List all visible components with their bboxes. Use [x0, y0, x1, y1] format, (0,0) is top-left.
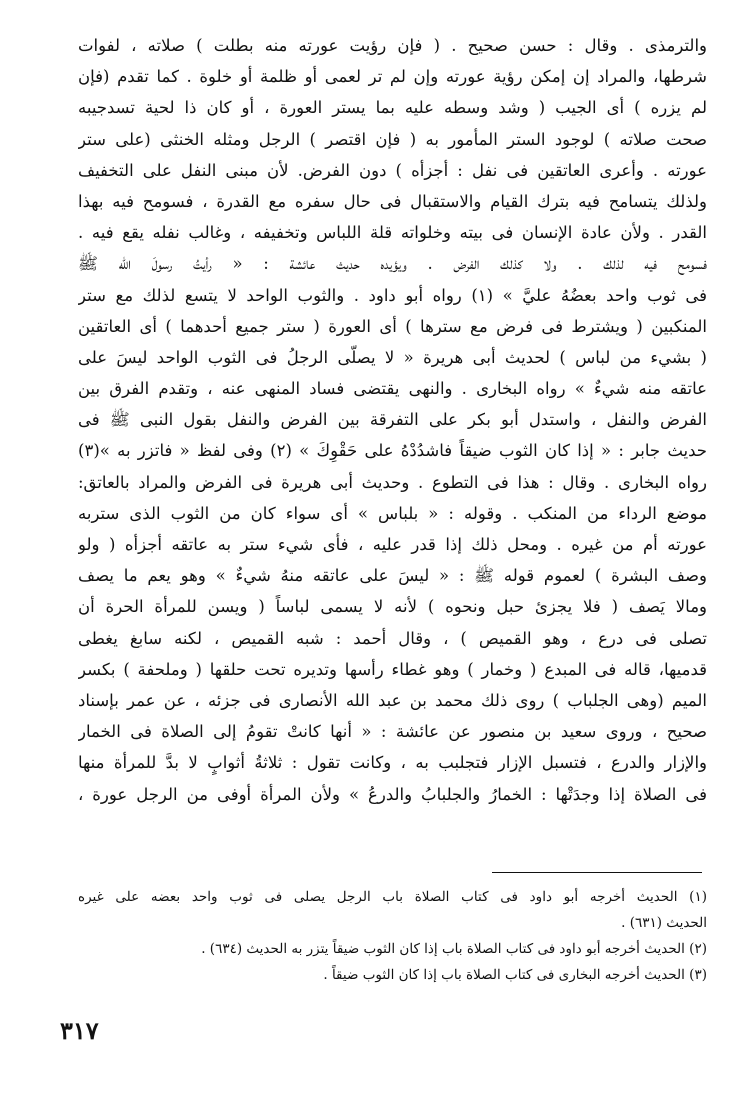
text-line: صحيح ، وروى سعيد بن منصور عن عائشة : « أنها كانتْ تقومُ إلى الصلاة فى الخمار — [78, 722, 707, 742]
text-line: قدميها، قاله فى المبدع ( وخمار ) وهو غطاء رأسها وتديره تحت حلقها ( وملحفة ) بكسر — [78, 659, 707, 679]
text-line: ولذلك يتسامح فيه بترك القيام والاستقبال فى حال سفره مع القدرة ، فسومح فيه بهذا — [78, 191, 707, 211]
text-line: حديث جابر : « إذا كان الثوب ضيقاً فاشدُدْهُ على حَقْوِكَ » (٢) وفى لفظ « فاتزر به »(٣) — [78, 441, 707, 461]
text-line: عاتقه منه شيءٌ » رواه البخارى . والنهى يقتضى فساد المنهى عنه ، وتقدم الفرق بين — [78, 379, 707, 399]
text-line: ومالا يَصف ( فلا يجزئ حبل ونحوه ) لأنه لا يسمى لباساً ( ويسن للمرأة الحرة أن — [78, 597, 707, 617]
page-number: ٣١٧ — [60, 1016, 99, 1045]
footnote-1: (١) الحديث أخرجه أبو داود فى كتاب الصلاة باب الرجل يصلى فى ثوب واحد بعضه على غيره — [78, 889, 707, 905]
text-line: الفرض والنفل ، واستدل أبو بكر على التفرقة بين الفرض والنفل بقول النبى ﷺ فى — [78, 410, 707, 430]
text-line: موضع الرداء من المنكب . وقوله : « بلباس » أى سواء كان من الثوب الذى ستربه — [78, 503, 707, 523]
footnotes — [78, 884, 707, 988]
text-line: فى الصلاة إذا وجدَتْها : الخمارُ والجلبابُ والدرعُ » ولأن المرأة أوفى من الرجل عورة ، — [78, 784, 707, 804]
text-line: والترمذى . وقال : حسن صحيح . ( فإن رؤيت عورته منه بطلت ) صلاته ، لفوات — [78, 36, 707, 55]
text-line: رواه البخارى . وقال : هذا فى التطوع . وحديث أبى هريرة فى الفرض والمراد بالعاتق: — [78, 472, 707, 492]
text-line: القدر . ولأن عادة الإنسان فى بيته وخلواته قلة اللباس وتخفيفه ، وغالب نفله يقع فيه . — [78, 223, 707, 243]
text-line: شرطها، والمراد إن إمكن رؤية عورته وإن لم تر لعمى أو ظلمة أو خلوة . كما تقدم (فإن — [78, 67, 707, 87]
text-line: والإزار والدرع ، فتسبل الإزار فتجلبب به ، وكانت تقول : ثلاثةُ أثوابٍ لا بدَّ للمرأة منها — [78, 753, 707, 773]
footnote-3: (٣) الحديث أخرجه البخارى فى كتاب الصلاة باب إذا كان الثوب ضيقاً . — [323, 967, 707, 983]
main-text — [78, 30, 707, 810]
text-line: عورته . وأعرى العاتقين فى نفل : أجزأه ) دون الفرض. لأن مبنى النفل على التخفيف — [78, 160, 707, 180]
text-line: الميم (وهى الجلباب ) روى ذلك محمد بن عبد الله الأنصارى فى جزئه ، عن عمر بإسناد — [78, 690, 707, 710]
footnote-divider — [492, 872, 702, 873]
text-line: وصف البشرة ) لعموم قوله ﷺ : « ليسَ على عاتقه منهُ شيءٌ » وهو يعم ما يصف — [78, 566, 707, 586]
text-line: فسومح فيه لذلك . ولا كذلك الفرض . ويؤيده حديث عائشة : « رأيتُ رسولَ الله ﷺ — [78, 254, 707, 274]
text-line: عورته أم من غيره . ومحل ذلك إذا قدر عليه ، فأى شيء ستر به عاتقه أجزأه ( ولو — [78, 535, 707, 554]
text-line: ( بشيء من لباس ) لحديث أبى هريرة « لا يصلّى الرجلُ فى الثوب الواحد ليسَ على — [78, 347, 707, 367]
text-line: فى ثوب واحد بعضُهُ عليَّ » (١) رواه أبو داود . والثوب الواحد لا يتسع لذلك مع ستر — [78, 285, 707, 305]
text-line: تصلى فى درع ، وهو القميص ) ، وقال أحمد : شبه القميص ، لكنه سابغ يغطى — [78, 628, 707, 648]
footnote-1-continued: الحديث (٦٣١) . — [621, 915, 707, 931]
text-line: صحت صلاته ) لوجود الستر المأمور به ( فإن اقتصر ) الرجل ومثله الخنثى (على ستر — [78, 129, 707, 149]
text-line: المنكبين ( ويشترط فى فرض مع سترها ) أى العورة ( ستر جميع أحدهما ) أى العاتقين — [78, 316, 707, 336]
footnote-2: (٢) الحديث أخرجه أبو داود فى كتاب الصلاة باب إذا كان الثوب ضيقاً يتزر به الحديث (٦٣٤) . — [201, 941, 707, 957]
text-line: لم يزره ) أى الجيب ( وشد وسطه عليه بما يستر العورة ، أو كان ذا لحية تسدجيبه — [78, 98, 707, 118]
